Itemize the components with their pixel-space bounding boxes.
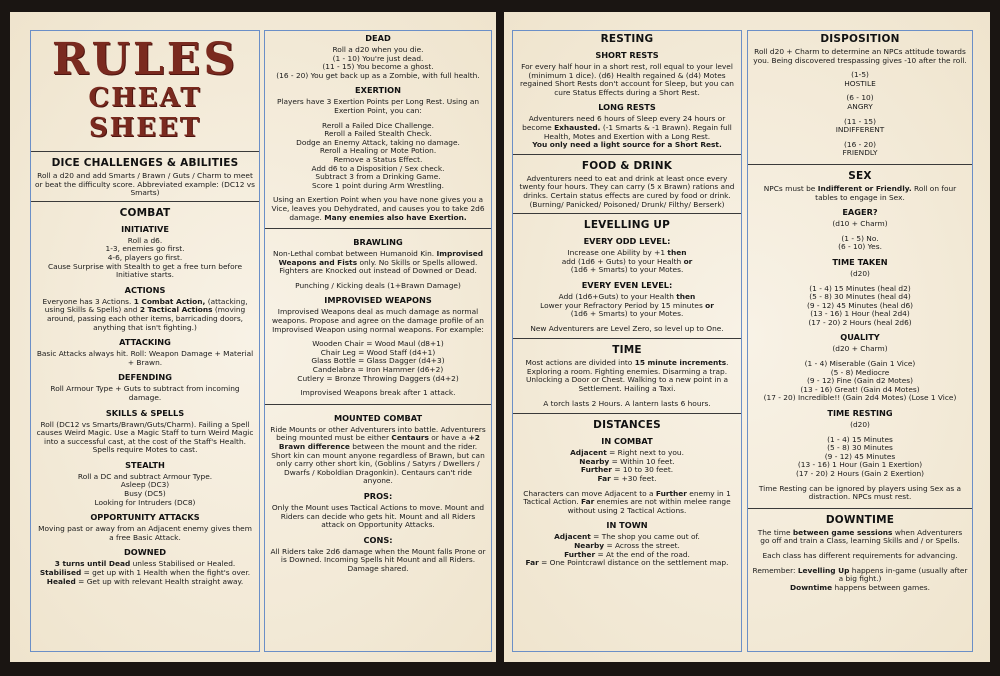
opportunity-heading: OPPORTUNITY ATTACKS: [90, 512, 200, 523]
stealth-line: Busy (DC5): [124, 489, 166, 499]
right-page: [504, 12, 990, 662]
title-line-1: RULES: [51, 34, 239, 85]
actions-pre: Everyone has 3 Actions.: [42, 296, 132, 306]
exertion-line: Score 1 point during Arm Wrestling.: [312, 180, 444, 190]
eager-row: (1 - 5) No.: [841, 233, 879, 243]
sex-intro-pre: NPCs must be: [763, 183, 816, 193]
time-pre: Most actions are divided into: [525, 358, 633, 368]
new-adventurers: New Adventurers are Level Zero, so level up to One.: [530, 323, 724, 333]
move-far: Far: [581, 497, 595, 507]
title-logo: [35, 31, 255, 143]
odd-or: or: [683, 256, 693, 266]
food-text: Adventurers need to eat and drink at least once every twenty four hours. They can carry (5 x Brawn) rations and drinks. Certain status effects are cured by food or drink. (Burning/ Panicked/ Poisoned/ Drunk/ Filthy/ Berserk): [519, 173, 735, 209]
time-resting-row: (1 - 4) 15 Minutes: [827, 434, 893, 444]
improvised-example: Candelabra = Iron Hammer (d6+2): [312, 365, 444, 375]
distance-term: Adjacent: [554, 532, 591, 542]
mounted-t1: Ride Mounts or other Adventurers into battle. Adventurers being mounted must be either: [270, 424, 486, 443]
mounted-t3: between the mount and the rider. Short kin can mount anyone regardless of Brawn, but can only carry other short kin, (Goblins / Satyrs / Dwellers / Dwarfs / Koboldian Dragonkin). Centaurs can't ride anyone.: [271, 442, 485, 486]
disposition-label: ANGRY: [847, 101, 873, 111]
column-3: [512, 30, 742, 652]
disposition-range: (1-5): [851, 70, 869, 80]
move-pre: Characters can move Adjacent to a: [523, 488, 654, 498]
downtime-dt-post: happens between games.: [834, 582, 930, 592]
long-rests-post: (-1 Smarts & -1 Brawn). Regain full Health, Motes and Exertion with a Long Rest.: [543, 122, 732, 141]
distance-def: = One Pointcrawl distance on the settlement map.: [541, 558, 729, 568]
downtime-bold: Downtime: [790, 582, 833, 592]
food-heading: FOOD & DRINK: [581, 159, 673, 172]
time-taken-heading: TIME TAKEN: [832, 256, 888, 267]
exertion-line: Subtract 3 from a Drinking Game.: [315, 172, 441, 182]
exertion-line: Reroll a Healing or Mote Potion.: [319, 146, 437, 156]
sex-note: Time Resting can be ignored by players using Sex as a distraction. NPCs must rest.: [758, 483, 962, 502]
quality-roll: (d20 + Charm): [832, 344, 888, 354]
short-rests-heading: SHORT RESTS: [595, 50, 659, 60]
initiative-heading: INITIATIVE: [121, 223, 169, 234]
mounted-centaurs: Centaurs: [391, 433, 429, 443]
distance-term: Further: [564, 549, 596, 559]
actions-tactical-actions: 2 Tactical Actions: [139, 305, 213, 315]
distance-def: = 10 to 30 feet.: [614, 465, 674, 475]
sex-intro-bold: Indifferent or Friendly.: [817, 183, 912, 193]
quality-row: (17 - 20) Incredible!! (Gain 2d4 Motes) (Lose 1 Vice): [763, 393, 957, 403]
move-post: enemies are not within melee range without using 2 Tactical Actions.: [567, 497, 731, 515]
downtime-rem-post: happens in-game (usually after a big fight.): [838, 565, 968, 584]
actions-mid: (attacking, using Skills & Spells) and: [44, 296, 248, 315]
odd-post: (1d6 + Smarts) to your Motes.: [570, 265, 684, 275]
even-level-text: [517, 293, 737, 333]
brawling-post: only. No Skills or Spells allowed. Fighters are Knocked out instead of Downed or Dead.: [279, 257, 478, 276]
defending-text: Roll Armour Type + Guts to subtract from incoming damage.: [50, 384, 240, 402]
downtime-heading: DOWNTIME: [825, 513, 895, 526]
even-level-heading: EVERY EVEN LEVEL:: [581, 279, 673, 290]
odd-level-text: [517, 249, 737, 275]
divider: [513, 154, 741, 155]
divider: [513, 213, 741, 214]
opportunity-text: Moving past or away from an Adjacent enemy gives them a free Basic Attack.: [38, 524, 252, 542]
time-taken-row: (1 - 4) 15 Minutes (heal d2): [809, 283, 911, 293]
defending-heading: DEFENDING: [118, 372, 172, 383]
exertion-line: Add d6 to a Disposition / Sex check.: [311, 163, 445, 173]
improvised-intro: Improvised Weapons deal as much damage as normal weapons. Propose and agree on the damage profile of an Improvised Weapon using normal weapons. For example:: [272, 307, 484, 334]
long-rests-light: You only need a light source for a Short Rest.: [532, 140, 722, 150]
disposition-label: FRIENDLY: [842, 148, 878, 158]
time-taken-row: (13 - 16) 1 Hour (heal 2d4): [810, 309, 910, 319]
eager-heading: EAGER?: [842, 207, 878, 218]
improvised-heading: IMPROVISED WEAPONS: [324, 295, 432, 306]
improvised-break: Improvised Weapons break after 1 attack.: [300, 388, 456, 398]
time-taken-table: [752, 270, 968, 328]
move-further: Further: [655, 488, 687, 498]
sex-intro: [752, 185, 968, 202]
disposition-range: (6 - 10): [846, 93, 874, 103]
time-heading: TIME: [612, 344, 642, 357]
dead-line: Roll a d20 when you die.: [332, 45, 424, 54]
in-combat-list: [517, 449, 737, 515]
downed-line: = get up with 1 Health when the fight's over.: [83, 568, 251, 578]
initiative-line: 1-3, enemies go first.: [105, 244, 185, 254]
even-then: then: [676, 291, 696, 301]
disposition-label: HOSTILE: [844, 78, 876, 88]
dead-line: (11 - 15) You become a ghost.: [322, 62, 434, 72]
improvised-example: Glass Bottle = Glass Dagger (d4+3): [311, 356, 445, 366]
actions-heading: ACTIONS: [124, 284, 166, 295]
distance-def: = The shop you came out of.: [593, 532, 700, 542]
in-town-heading: IN TOWN: [606, 520, 648, 531]
quality-row: (9 - 12) Fine (Gain d2 Motes): [807, 376, 913, 386]
divider: [265, 404, 491, 405]
distance-def: = Across the street.: [606, 541, 680, 550]
even-pre: Add (1d6+Guts) to your Health: [558, 291, 674, 301]
divider: [31, 151, 259, 152]
long-rests-text: [517, 115, 737, 149]
distance-term: Nearby: [579, 456, 610, 466]
exertion-text: [269, 98, 487, 222]
time-resting-row: (17 - 20) 2 Hours (Gain 2 Exertion): [795, 469, 925, 478]
distances-heading: DISTANCES: [593, 419, 661, 432]
exertion-line: Remove a Status Effect.: [333, 154, 423, 164]
exertion-outro: Using an Exertion Point when you have none gives you a Vice, leaves you Dehydrated, and causes you to take 2d6 damage.: [271, 195, 485, 222]
quality-row: (5 - 8) Mediocre: [830, 367, 890, 377]
downtime-class: Each class has different requirements for advancing.: [762, 550, 958, 560]
even-or: or: [705, 300, 714, 310]
dice-text: Roll a d20 and add Smarts / Brawn / Guts / Charm to meet or beat the difficulty score. Abbreviated example: (DC12 vs Smarts): [35, 171, 255, 198]
long-rests-pre: Adventurers need 6 hours of Sleep every 24 hours or become: [522, 114, 726, 132]
downed-stabilised: Stabilised: [39, 568, 82, 578]
sex-intro-post: Roll on four tables to engage in Sex.: [815, 183, 957, 202]
time-resting-row: (5 - 8) 30 Minutes: [827, 443, 893, 453]
column-1: [30, 30, 260, 652]
downtime-levelling-up: Levelling Up: [797, 565, 850, 575]
downed-line: unless Stabilised or Healed.: [132, 559, 236, 569]
time-taken-row: (9 - 12) 45 Minutes (heal d6): [806, 300, 914, 310]
stealth-line: Looking for Intruders (DC8): [94, 497, 196, 507]
distance-term: Further: [580, 465, 612, 475]
long-rests-heading: LONG RESTS: [598, 102, 656, 113]
exertion-intro: Players have 3 Exertion Points per Long Rest. Using an Exertion Point, you can:: [276, 97, 480, 115]
stealth-line: Asleep (DC3): [120, 480, 170, 490]
brawling-text: [269, 250, 487, 290]
column-4: [747, 30, 973, 652]
time-taken-roll: (d20): [850, 268, 870, 278]
downtime-remember: Remember:: [752, 565, 796, 575]
time-resting-roll: (d20): [850, 420, 870, 430]
quality-table: [752, 345, 968, 403]
divider: [31, 201, 259, 202]
downtime-between: between game sessions: [792, 527, 893, 537]
distance-term: Nearby: [574, 541, 605, 550]
time-taken-row: (5 - 8) 30 Minutes (heal d4): [809, 292, 911, 302]
divider: [748, 164, 972, 165]
stealth-text: [35, 473, 255, 507]
time-increments: 15 minute increments: [634, 358, 727, 368]
stealth-heading: STEALTH: [125, 459, 165, 470]
disposition-range: (11 - 15): [844, 116, 876, 126]
mounted-t2: or have a: [431, 433, 467, 443]
improvised-example: Cutlery = Bronze Throwing Daggers (d4+2): [297, 373, 459, 383]
attacking-text: Basic Attacks always hit. Roll: Weapon Damage + Material + Brawn.: [36, 349, 254, 367]
distance-item: [517, 559, 737, 568]
disposition-intro: Roll d20 + Charm to determine an NPCs attitude towards you. Being discovered trespassing gives -10 after the roll.: [753, 47, 967, 65]
time-resting-row: (9 - 12) 45 Minutes: [824, 451, 896, 461]
disposition-text: [752, 48, 968, 158]
resting-heading: RESTING: [600, 33, 654, 45]
downed-heading: DOWNED: [123, 547, 167, 558]
dead-line: (16 - 20) You get back up as a Zombie, with full health.: [276, 70, 480, 80]
dead-line: (1 - 10) You're just dead.: [332, 53, 424, 63]
time-post: . Exploring a room. Fighting enemies. Disarming a trap. Unlocking a Door or Chest. Walking to a new point in a Settlement. Hailing a Taxi.: [525, 358, 729, 394]
attacking-heading: ATTACKING: [119, 337, 171, 348]
downed-healed: Healed: [46, 576, 76, 586]
actions-post: (moving around, passing each other items, barricading doors, anything that isn't fighting.): [46, 305, 246, 332]
exertion-line: Reroll a Failed Dice Challenge.: [322, 120, 434, 130]
mounted-text: [269, 426, 487, 486]
quality-row: (13 - 16) Great! (Gain d4 Motes): [800, 384, 920, 394]
stealth-line: Roll a DC and subtract Armour Type.: [77, 471, 213, 481]
skills-text: Roll (DC12 vs Smarts/Brawn/Guts/Charm). Failing a Spell causes Weird Magic. Use a Magic Staff to turn Weird Magic into a successful cast, at the cost of the Staff's Health. Spells require Motes to cast.: [36, 419, 254, 455]
dice-heading: DICE CHALLENGES & ABILITIES: [51, 157, 239, 169]
distance-def: = +30 feet.: [613, 474, 657, 484]
time-resting-row: (13 - 16) 1 Hour (Gain 1 Exertion): [797, 460, 923, 470]
initiative-line: Roll a d6.: [127, 235, 163, 245]
eager-row: (6 - 10) Yes.: [838, 242, 882, 252]
actions-text: [35, 298, 255, 332]
distance-def: = Right next to you.: [609, 448, 684, 458]
title-line-2: CHEAT SHEET: [88, 83, 202, 143]
improvised-example: Wooden Chair = Wood Maul (d8+1): [312, 339, 444, 349]
eager-roll: (d10 + Charm): [832, 219, 888, 229]
cons-text: All Riders take 2d6 damage when the Mount falls Prone or is Downed. Incoming Spells hit Mount and all Riders. Damage shared.: [270, 546, 486, 573]
exertion-line: Dodge an Enemy Attack, taking no damage.: [296, 137, 460, 147]
distance-def: = At the end of the road.: [597, 549, 690, 559]
distance-term: Adjacent: [570, 448, 607, 458]
quality-heading: QUALITY: [840, 332, 880, 343]
downed-turns: 3 turns until Dead: [54, 559, 131, 569]
time-resting-table: [752, 421, 968, 502]
combat-heading: COMBAT: [119, 206, 171, 219]
brawling-bold: Improvised Weapons and Fists: [278, 249, 484, 267]
pros-text: Only the Mount uses Tactical Actions to move. Mount and Riders can decide who gets hit. Mount and all Riders attack on Opportunity Attacks.: [271, 502, 485, 530]
odd-mid: add (1d6 + Guts) to your Health: [561, 256, 682, 266]
brawling-heading: BRAWLING: [353, 237, 403, 248]
distance-term: Far: [597, 474, 611, 484]
mounted-heading: MOUNTED COMBAT: [333, 412, 423, 423]
time-text: [517, 359, 737, 408]
move-mid: enemy in 1 Tactical Action.: [523, 488, 731, 507]
dead-text: [269, 46, 487, 80]
dead-heading: DEAD: [365, 33, 391, 43]
odd-level-heading: EVERY ODD LEVEL:: [583, 236, 671, 247]
divider: [513, 338, 741, 339]
column-2: [264, 30, 492, 652]
divider: [265, 228, 491, 229]
downtime-text: [752, 529, 968, 593]
time-taken-row: (17 - 20) 2 Hours (heal 2d6): [808, 317, 912, 327]
exertion-outro-bold: Many enemies also have Exertion.: [324, 212, 467, 222]
initiative-line: 4-6, players go first.: [107, 252, 183, 262]
improvised-text: [269, 308, 487, 397]
in-town-list: [517, 533, 737, 567]
brawling-pre: Non-Lethal combat between Humanoid Kin.: [272, 249, 435, 259]
in-combat-heading: IN COMBAT: [601, 436, 653, 447]
long-rests-exhausted: Exhausted.: [554, 122, 601, 132]
odd-then: then: [667, 248, 687, 258]
disposition-heading: DISPOSITION: [820, 33, 900, 45]
divider: [513, 413, 741, 414]
disposition-label: INDIFFERENT: [835, 125, 885, 135]
levelling-heading: LEVELLING UP: [583, 219, 671, 232]
initiative-text: [35, 237, 255, 280]
divider: [748, 508, 972, 509]
distance-item: [517, 475, 737, 484]
distance-def: = Within 10 feet.: [611, 456, 675, 466]
distance-term: Far: [525, 558, 539, 568]
odd-pre: Increase one Ability by +1: [567, 248, 666, 258]
mounted-brawn-diff: +2 Brawn difference: [278, 433, 480, 451]
disposition-range: (16 - 20): [844, 139, 876, 149]
time-torch: A torch lasts 2 Hours. A lantern lasts 6 hours.: [543, 398, 711, 408]
even-post: (1d6 + Smarts) to your Motes.: [570, 309, 684, 319]
eager-table: [752, 220, 968, 252]
exertion-heading: EXERTION: [355, 85, 401, 96]
quality-row: (1 - 4) Miserable (Gain 1 Vice): [804, 359, 916, 369]
skills-heading: SKILLS & SPELLS: [105, 407, 185, 418]
time-resting-heading: TIME RESTING: [827, 408, 893, 419]
improvised-example: Chair Leg = Wood Staff (d4+1): [320, 347, 436, 357]
downtime-pre: The time: [757, 527, 791, 537]
downed-text: [35, 560, 255, 586]
initiative-line: Cause Surprise with Stealth to get a free turn before Initiative starts.: [47, 261, 243, 280]
left-page: [10, 12, 496, 662]
short-rests-text: For every half hour in a short rest, roll equal to your level (minimum 1 dice). (d6) Health regained & (d4) Motes regained Short Rests don't account for Sleep, but you can cure Status Effects during a Short Rest.: [520, 62, 734, 97]
sex-heading: SEX: [848, 169, 872, 182]
pros-heading: PROS:: [363, 490, 393, 501]
downtime-post: when Adventurers go off and train a Class, learning Skills and / or Spells.: [760, 527, 963, 546]
downed-line: = Get up with relevant Health straight away.: [78, 576, 244, 586]
even-mid: Lower your Refractory Period by 15 minutes: [540, 300, 703, 310]
actions-combat-action: 1 Combat Action,: [133, 296, 206, 306]
brawling-punch: Punching / Kicking deals (1+Brawn Damage): [295, 280, 461, 290]
exertion-line: Reroll a Failed Stealth Check.: [324, 129, 432, 139]
cons-heading: CONS:: [363, 534, 393, 545]
